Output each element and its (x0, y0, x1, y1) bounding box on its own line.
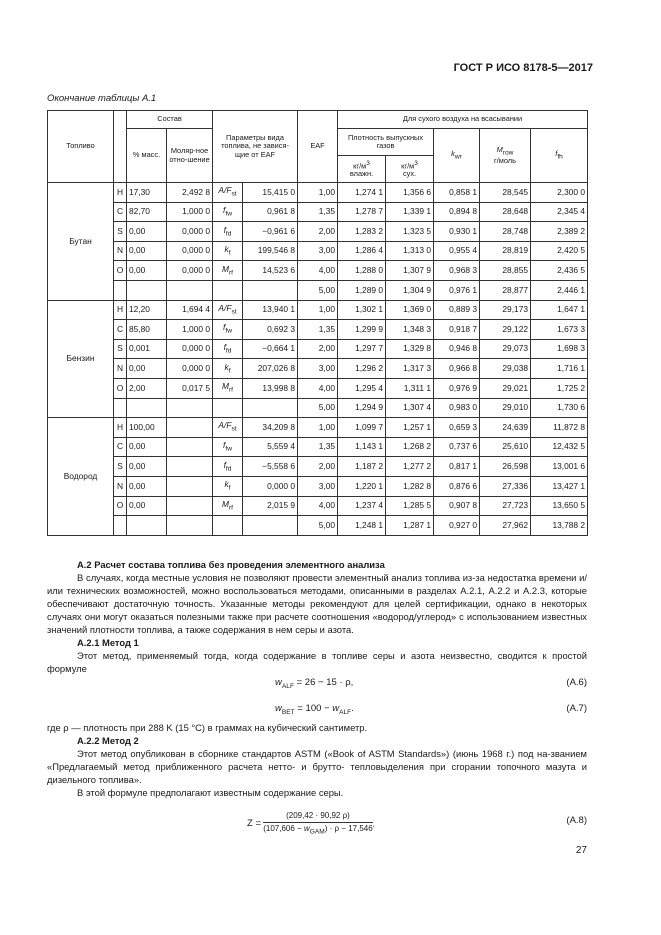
table-cell: 1,307 9 (386, 261, 434, 281)
header-molar: Моляр-ное отно-шение (167, 129, 213, 183)
header-ffh: $f_{fh}$ (531, 129, 588, 183)
table-cell: 0,927 0 (434, 516, 480, 536)
table-cell: 199,546 8 (243, 241, 298, 261)
table-cell: 0,930 1 (434, 222, 480, 242)
table-cell: 1,296 2 (338, 359, 386, 379)
table-cell: 3,00 (298, 359, 338, 379)
table-cell: 1,220 1 (338, 476, 386, 496)
table-cell: 3,00 (298, 241, 338, 261)
param-symbol: $f_{fd}$ (213, 339, 243, 359)
equation-a7-number: (А.7) (566, 703, 587, 714)
equation-a6-number: (А.6) (566, 677, 587, 688)
table-cell: S (114, 457, 127, 477)
table-cell: 27,336 (480, 476, 531, 496)
equation-a7: $w_{BET} = 100 - w_{ALF}$. (275, 703, 354, 716)
table-cell: 0,966 8 (434, 359, 480, 379)
equation-a6: $w_{ALF} = 26 - 15 \cdot \rho$, (275, 677, 354, 690)
table-cell: 1,356 6 (386, 183, 434, 203)
table-cell: 0,00 (127, 222, 167, 242)
table-cell: 85,80 (127, 320, 167, 340)
table-cell: 0,858 1 (434, 183, 480, 203)
param-symbol: $k_f$ (213, 359, 243, 379)
table-cell: 29,073 (480, 339, 531, 359)
table-cell: C (114, 320, 127, 340)
table-cell (127, 280, 167, 300)
table-cell: 2,436 5 (531, 261, 588, 281)
table-cell: 0,659 3 (434, 418, 480, 438)
table-row (48, 241, 588, 261)
header-mrow: $M_{row}$ г/моль (480, 129, 531, 183)
table-row (48, 457, 588, 477)
table-cell: 2,00 (298, 222, 338, 242)
table-cell: 1,323 5 (386, 222, 434, 242)
table-cell: 5,559 4 (243, 437, 298, 457)
table-cell: 1,329 8 (386, 339, 434, 359)
param-symbol: $f_{fw}$ (213, 437, 243, 457)
table-row (48, 202, 588, 222)
table-cell: 1,725 2 (531, 378, 588, 398)
table-cell: 0,946 8 (434, 339, 480, 359)
table-cell: 1,143 1 (338, 437, 386, 457)
a22-paragraph-2: В этой формуле предполагают известным содержание серы. (77, 787, 344, 798)
section-a2 (47, 558, 587, 675)
table-cell: 1,000 0 (167, 320, 213, 340)
table-cell: 1,00 (298, 418, 338, 438)
table-cell: 1,237 4 (338, 496, 386, 516)
table-cell: 2,00 (127, 378, 167, 398)
table-cell: 0,889 3 (434, 300, 480, 320)
header-wet: $кг/м^3$ влажн. (338, 156, 386, 183)
table-cell (114, 516, 127, 536)
table-cell (243, 280, 298, 300)
table-cell: 1,311 1 (386, 378, 434, 398)
table-cell: 0,737 6 (434, 437, 480, 457)
table-cell: 13,788 2 (531, 516, 588, 536)
table-cell (167, 437, 213, 457)
table-cell: 4,00 (298, 496, 338, 516)
header-kwr: $k_{wr}$ (434, 129, 480, 183)
header-params: Параметры вида топлива, не завися-щие от EAF (213, 111, 298, 183)
table-cell: 25,610 (480, 437, 531, 457)
table-cell: 3,00 (298, 476, 338, 496)
table-cell: 1,00 (298, 183, 338, 203)
table-row (48, 280, 588, 300)
table-cell: 0,000 0 (167, 241, 213, 261)
table-cell: 29,010 (480, 398, 531, 418)
table-cell: 29,021 (480, 378, 531, 398)
table-cell (167, 280, 213, 300)
table-cell: 1,730 6 (531, 398, 588, 418)
table-cell (127, 516, 167, 536)
table-cell: 1,339 1 (386, 202, 434, 222)
table-cell: 1,647 1 (531, 300, 588, 320)
table-cell: 1,297 7 (338, 339, 386, 359)
table-cell: 82,70 (127, 202, 167, 222)
table-cell: O (114, 261, 127, 281)
a22-paragraph: Этот метод опубликован в сборнике стандартов ASTM («Book of ASTM Standards») (июнь 1968 г.) под на-званием «Предлагаемый метод приближенного расчета нетто- и брутто- тепловыделения при сгорании топочного мазута и дизельного топлива». (47, 748, 587, 785)
table-row (48, 476, 588, 496)
table-cell: −0,961 6 (243, 222, 298, 242)
table-cell: 29,122 (480, 320, 531, 340)
table-cell: 1,287 1 (386, 516, 434, 536)
param-symbol: $A/F_{st}$ (213, 418, 243, 438)
table-cell: 0,876 6 (434, 476, 480, 496)
section-a22 (47, 721, 587, 799)
table-cell: 14,523 6 (243, 261, 298, 281)
param-symbol: $M_{rf}$ (213, 261, 243, 281)
eq8-numerator: (209,42 · 90,92 ρ) (263, 810, 372, 823)
table-cell: −0,664 1 (243, 339, 298, 359)
table-row (48, 516, 588, 536)
table-cell: 13,427 1 (531, 476, 588, 496)
table-cell: 1,283 2 (338, 222, 386, 242)
header-fuel: Топливо (48, 111, 114, 183)
table-cell: 0,00 (127, 359, 167, 379)
table-cell: H (114, 183, 127, 203)
table-cell: 1,274 1 (338, 183, 386, 203)
table-cell (243, 398, 298, 418)
table-cell: 0,976 9 (434, 378, 480, 398)
table-cell (213, 398, 243, 418)
table-cell: S (114, 339, 127, 359)
table-cell: 1,187 2 (338, 457, 386, 477)
where-note: где ρ — плотность при 288 K (15 °С) в граммах на кубический сантиметр. (47, 722, 368, 733)
table-row (48, 222, 588, 242)
table-row (48, 496, 588, 516)
table-cell: H (114, 300, 127, 320)
table-row (48, 339, 588, 359)
table-cell: 207,026 8 (243, 359, 298, 379)
table-cell: 1,317 3 (386, 359, 434, 379)
table-cell: 0,00 (127, 241, 167, 261)
table-cell: 1,268 2 (386, 437, 434, 457)
table-cell: 24,639 (480, 418, 531, 438)
a22-title: А.2.2 Метод 2 (77, 735, 139, 746)
table-row (48, 437, 588, 457)
param-symbol: $k_f$ (213, 476, 243, 496)
table-cell: 28,648 (480, 202, 531, 222)
table-cell: 5,00 (298, 280, 338, 300)
table-cell (114, 280, 127, 300)
param-symbol: $A/F_{st}$ (213, 300, 243, 320)
fuel-table (47, 110, 588, 536)
table-cell: 2,446 1 (531, 280, 588, 300)
table-cell: 1,248 1 (338, 516, 386, 536)
table-cell: 27,723 (480, 496, 531, 516)
table-cell: 1,698 3 (531, 339, 588, 359)
table-cell: 1,099 7 (338, 418, 386, 438)
table-cell: 1,716 1 (531, 359, 588, 379)
page-number: 27 (575, 845, 587, 856)
table-cell: 1,285 5 (386, 496, 434, 516)
table-cell: S (114, 222, 127, 242)
table-cell: 4,00 (298, 378, 338, 398)
a2-paragraph: В случаях, когда местные условия не позволяют провести элементный анализ топлива из-за недостатка времени и/или технических возможностей, можно воспользоваться методами, описанными в разделах А.2.1, А.2.2 и А.2.3, которые обеспечивают достаточную точность. Указанные методы рекомендуют для целей сертификации, однако в некоторых случаях они могут оказаться полезными также при расчете соотношения «водород/углерод» с использованием известных значений плотности топлива, а также содержания в нем серы и азота. (47, 572, 587, 635)
table-cell: 28,877 (480, 280, 531, 300)
table-cell: C (114, 437, 127, 457)
table-cell: 0,894 8 (434, 202, 480, 222)
table-cell (114, 398, 127, 418)
table-cell: 0,017 5 (167, 378, 213, 398)
table-cell: 12,432 5 (531, 437, 588, 457)
table-cell: 100,00 (127, 418, 167, 438)
table-cell: 28,748 (480, 222, 531, 242)
table-cell: 1,277 2 (386, 457, 434, 477)
table-cell: H (114, 418, 127, 438)
fuel-name: Бензин (48, 300, 114, 418)
header-density: Плотность выпускных газов (338, 129, 434, 156)
table-row (48, 378, 588, 398)
table-row (48, 300, 588, 320)
table-cell: 0,00 (127, 437, 167, 457)
table-cell: O (114, 378, 127, 398)
param-symbol: $f_{fd}$ (213, 222, 243, 242)
param-symbol: $M_{rf}$ (213, 378, 243, 398)
table-cell (167, 516, 213, 536)
table-cell: C (114, 202, 127, 222)
table-cell: 0,983 0 (434, 398, 480, 418)
table-cell: 5,00 (298, 516, 338, 536)
table-cell: 0,968 3 (434, 261, 480, 281)
table-row (48, 320, 588, 340)
header-dry-air: Для сухого воздуха на всасывании (338, 111, 588, 129)
table-row (48, 261, 588, 281)
header-mass: % масс. (127, 129, 167, 183)
param-symbol: $f_{fw}$ (213, 202, 243, 222)
param-symbol: $A/F_{st}$ (213, 183, 243, 203)
table-cell: 1,694 4 (167, 300, 213, 320)
table-cell: 13,940 1 (243, 300, 298, 320)
table-cell: 0,817 1 (434, 457, 480, 477)
table-cell: 2,492 8 (167, 183, 213, 203)
table-cell: −5,558 6 (243, 457, 298, 477)
table-cell (243, 516, 298, 536)
table-cell: 11,872 8 (531, 418, 588, 438)
table-cell: 1,00 (298, 300, 338, 320)
fuel-name: Бутан (48, 183, 114, 301)
table-cell: 1,35 (298, 320, 338, 340)
table-cell: 0,692 3 (243, 320, 298, 340)
equation-a8-number: (А.8) (566, 815, 587, 826)
table-cell: 0,000 0 (167, 359, 213, 379)
param-symbol: $k_f$ (213, 241, 243, 261)
table-cell: 0,000 0 (167, 222, 213, 242)
table-cell: 1,299 9 (338, 320, 386, 340)
table-cell: 28,545 (480, 183, 531, 203)
fuel-name: Водород (48, 418, 114, 536)
table-cell (167, 398, 213, 418)
table-cell: 1,288 0 (338, 261, 386, 281)
table-cell: 0,955 4 (434, 241, 480, 261)
table-cell: 17,30 (127, 183, 167, 203)
table-cell: 2,015 9 (243, 496, 298, 516)
param-symbol: $f_{fw}$ (213, 320, 243, 340)
table-cell (167, 418, 213, 438)
table-cell: 2,300 0 (531, 183, 588, 203)
standard-number: ГОСТ Р ИСО 8178-5—2017 (453, 62, 593, 74)
table-cell: 1,278 7 (338, 202, 386, 222)
table-cell: 1,302 1 (338, 300, 386, 320)
table-cell: 0,00 (127, 261, 167, 281)
table-row (48, 398, 588, 418)
table-cell: N (114, 241, 127, 261)
table-cell: 0,000 0 (167, 339, 213, 359)
table-cell: 0,00 (127, 476, 167, 496)
table-cell: 1,313 0 (386, 241, 434, 261)
param-symbol: $f_{fd}$ (213, 457, 243, 477)
table-cell: 26,598 (480, 457, 531, 477)
table-cell: 4,00 (298, 261, 338, 281)
table-cell: 13,650 5 (531, 496, 588, 516)
table-cell: 1,257 1 (386, 418, 434, 438)
table-cell: 1,289 0 (338, 280, 386, 300)
table-cell: 1,294 9 (338, 398, 386, 418)
table-cell: 34,209 8 (243, 418, 298, 438)
table-row (48, 183, 588, 203)
table-cell: 29,038 (480, 359, 531, 379)
table-cell (167, 496, 213, 516)
table-caption: Окончание таблицы А.1 (47, 93, 157, 104)
table-cell: 13,998 8 (243, 378, 298, 398)
table-cell: 12,20 (127, 300, 167, 320)
table-cell: N (114, 476, 127, 496)
table-cell: 2,345 4 (531, 202, 588, 222)
table-cell: 29,173 (480, 300, 531, 320)
table-cell: 15,415 0 (243, 183, 298, 203)
table-cell (127, 398, 167, 418)
table-cell: 5,00 (298, 398, 338, 418)
table-cell: 0,000 0 (243, 476, 298, 496)
table-cell: 1,304 9 (386, 280, 434, 300)
table-row (48, 359, 588, 379)
table-cell: 0,00 (127, 496, 167, 516)
table-cell: 1,282 8 (386, 476, 434, 496)
table-cell (213, 516, 243, 536)
table-cell: 0,907 8 (434, 496, 480, 516)
table-cell: 27,962 (480, 516, 531, 536)
table-cell: 28,819 (480, 241, 531, 261)
a2-title: А.2 Расчет состава топлива без проведения элементного анализа (77, 559, 385, 570)
table-cell: 1,307 4 (386, 398, 434, 418)
header-dry-unit: $кг/м^3$ сух. (386, 156, 434, 183)
table-cell: 1,000 0 (167, 202, 213, 222)
table-cell: 1,673 3 (531, 320, 588, 340)
table-cell: 1,35 (298, 202, 338, 222)
table-cell: 28,855 (480, 261, 531, 281)
table-cell: 1,295 4 (338, 378, 386, 398)
table-cell: 0,918 7 (434, 320, 480, 340)
table-cell: 1,35 (298, 437, 338, 457)
table-cell: 1,348 3 (386, 320, 434, 340)
table-cell (167, 457, 213, 477)
table-cell: 1,369 0 (386, 300, 434, 320)
header-composition: Состав (127, 111, 213, 129)
a21-title: А.2.1 Метод 1 (77, 637, 139, 648)
table-cell: 0,000 0 (167, 261, 213, 281)
table-cell: 2,00 (298, 457, 338, 477)
table-cell: 0,001 (127, 339, 167, 359)
table-row (48, 418, 588, 438)
table-cell: 1,286 4 (338, 241, 386, 261)
table-cell: 13,001 6 (531, 457, 588, 477)
table-cell: 2,389 2 (531, 222, 588, 242)
a21-paragraph: Этот метод, применяемый тогда, когда содержание в топливе серы и азота неизвестно, сводится к простой формуле (47, 650, 587, 674)
table-cell: O (114, 496, 127, 516)
table-cell (213, 280, 243, 300)
table-cell: 0,00 (127, 457, 167, 477)
table-cell: N (114, 359, 127, 379)
param-symbol: $M_{rf}$ (213, 496, 243, 516)
equation-a8: Z = (209,42 · 90,92 ρ) $(107,606 - w_{GAM}) \cdot \rho - 17,546$ , (247, 811, 375, 836)
table-cell: 0,961 8 (243, 202, 298, 222)
table-cell (167, 476, 213, 496)
table-cell: 2,420 5 (531, 241, 588, 261)
table-cell: 0,976 1 (434, 280, 480, 300)
table-cell: 2,00 (298, 339, 338, 359)
header-eaf: EAF (298, 111, 338, 183)
